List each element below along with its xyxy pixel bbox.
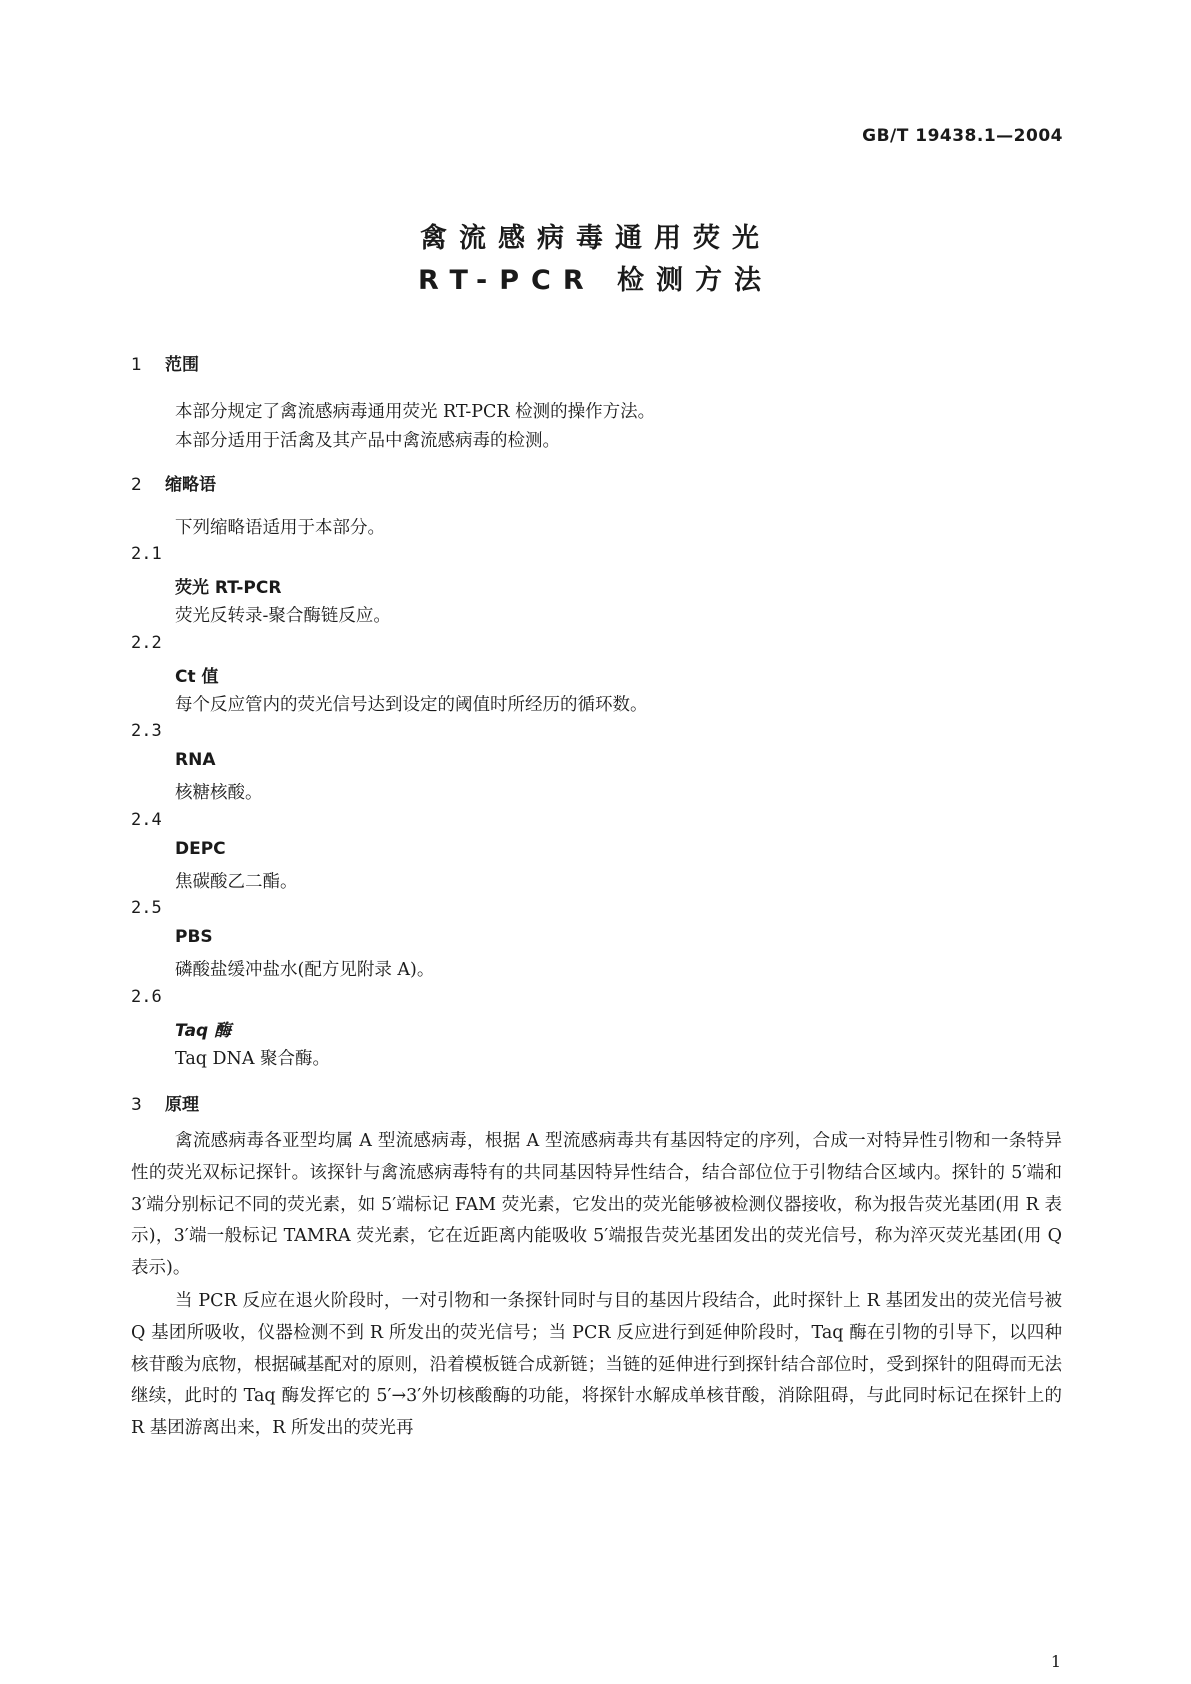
section-title: 缩略语 (165, 475, 216, 495)
item-2-1-definition: 荧光反转录-聚合酶链反应。 (175, 606, 391, 626)
standard-number: GB/T 19438.1—2004 (862, 126, 1063, 146)
section-1-line-1: 本部分规定了禽流感病毒通用荧光 RT-PCR 检测的操作方法。 (175, 402, 656, 422)
page-number: 1 (1050, 1652, 1061, 1671)
item-2-3-number: 2.3 (131, 721, 162, 741)
item-2-3-definition: 核糖核酸。 (175, 783, 263, 803)
item-2-2-definition: 每个反应管内的荧光信号达到设定的阈值时所经历的循环数。 (175, 695, 648, 715)
item-2-4-definition: 焦碳酸乙二酯。 (175, 872, 298, 892)
section-2-intro: 下列缩略语适用于本部分。 (175, 518, 385, 538)
section-3-paragraph-2: 当 PCR 反应在退火阶段时，一对引物和一条探针同时与目的基因片段结合，此时探针上 R 基团发出的荧光信号被 Q 基团所吸收，仪器检测不到 R 所发出的荧光信号；当 PCR 反应进行到延伸阶段时，Taq 酶在引物的引导下，以四种核苷酸为底物，根据碱基配对的原则，沿着模板链合成新链；当链的延伸进行到探针结合部位时，受到探针的阻碍而无法继续，此时的 Taq 酶发挥它的 5′→3′外切核酸酶的功能，将探针水解成单核苷酸，消除阻碍，与此同时标记在探针上的 R 基团游离出来，R 所发出的荧光再 (131, 1291, 1062, 1439)
item-2-5-definition: 磷酸盐缓冲盐水(配方见附录 A)。 (175, 960, 435, 980)
section-title: 范围 (165, 355, 199, 375)
item-2-2-term: Ct 值 (175, 667, 219, 687)
section-1-heading (131, 350, 199, 375)
item-2-6-term: Taq 酶 (175, 1021, 232, 1041)
section-3-heading (131, 1090, 199, 1115)
item-2-3-term: RNA (175, 750, 216, 770)
section-title: 原理 (165, 1095, 199, 1115)
section-1-line-2: 本部分适用于活禽及其产品中禽流感病毒的检测。 (175, 431, 560, 451)
section-number: 1 (131, 355, 142, 375)
item-2-6-definition: Taq DNA 聚合酶。 (175, 1049, 331, 1069)
item-2-6-number: 2.6 (131, 987, 162, 1007)
item-2-1-number: 2.1 (131, 544, 162, 564)
item-2-1-term: 荧光 RT-PCR (175, 578, 282, 598)
section-number: 2 (131, 475, 142, 495)
document-title-line1: 禽流感病毒通用荧光 (420, 223, 771, 254)
section-number: 3 (131, 1095, 142, 1115)
section-2-heading (131, 470, 216, 495)
section-3-paragraph-1: 禽流感病毒各亚型均属 A 型流感病毒，根据 A 型流感病毒共有基因特定的序列，合成一对特异性引物和一条特异性的荧光双标记探针。该探针与禽流感病毒特有的共同基因特异性结合，结合部位位于引物结合区域内。探针的 5′端和 3′端分别标记不同的荧光素，如 5′端标记 FAM 荧光素，它发出的荧光能够被检测仪器接收，称为报告荧光基团(用 R 表示)，3′端一般标记 TAMRA 荧光素，它在近距离内能吸收 5′端报告荧光基团发出的荧光信号，称为淬灭荧光基团(用 Q 表示)。 (131, 1131, 1062, 1279)
item-2-2-number: 2.2 (131, 633, 162, 653)
item-2-4-number: 2.4 (131, 810, 162, 830)
document-title-line2: RT-PCR 检测方法 (417, 265, 774, 296)
item-2-4-term: DEPC (175, 839, 226, 859)
item-2-5-term: PBS (175, 927, 213, 947)
item-2-5-number: 2.5 (131, 898, 162, 918)
